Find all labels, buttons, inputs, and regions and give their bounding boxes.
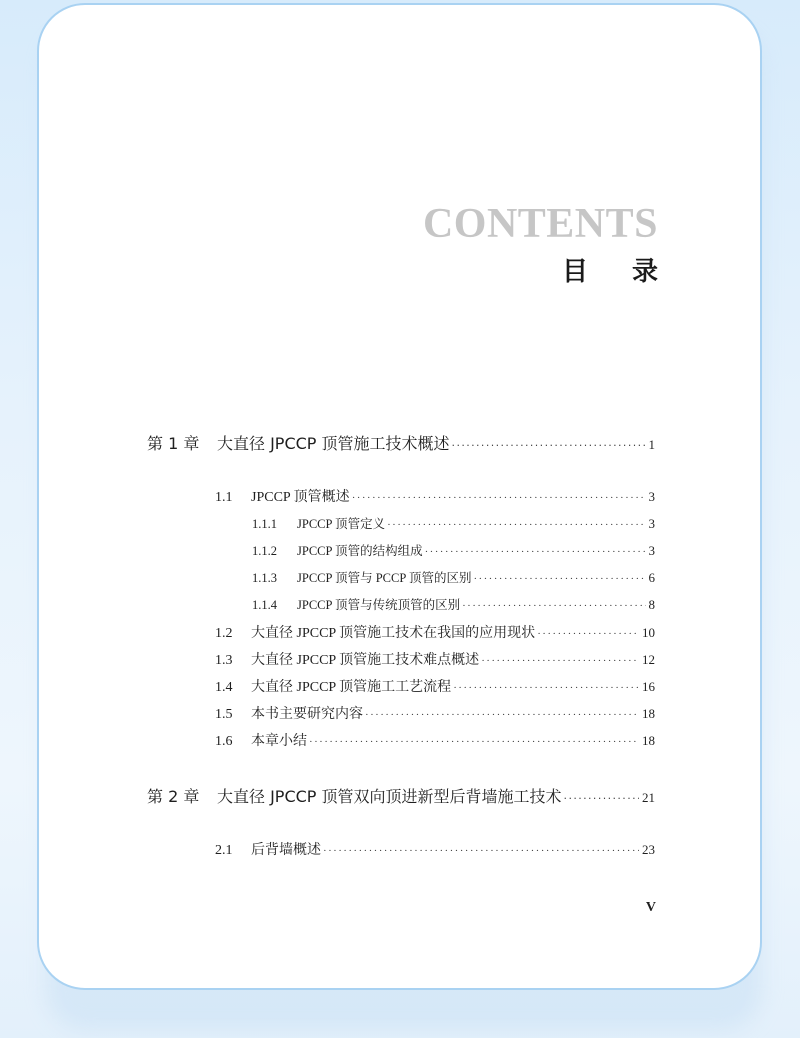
dot-leader bbox=[309, 737, 639, 748]
toc-entry-title: JPCCP 顶管与 PCCP 顶管的区别 bbox=[297, 571, 472, 585]
toc-entry-section-1-1-4[interactable] bbox=[252, 595, 655, 613]
toc-entry-title: 大直径 JPCCP 顶管施工技术难点概述 bbox=[251, 653, 480, 668]
toc-entry-title: JPCCP 顶管与传统顶管的区别 bbox=[297, 598, 461, 612]
dot-leader bbox=[452, 440, 646, 451]
toc-entry-number: 2.1 bbox=[215, 843, 233, 858]
toc-entry-title: 本章小结 bbox=[251, 734, 307, 749]
page-folio: V bbox=[645, 900, 656, 915]
toc-entry-title: 大直径 JPCCP 顶管双向顶进新型后背墙施工技术 bbox=[217, 787, 562, 806]
toc-entry-number: 1.4 bbox=[215, 680, 233, 695]
toc-entry-page: 3 bbox=[648, 543, 655, 558]
toc-entry-page: 3 bbox=[648, 516, 655, 531]
dot-leader bbox=[453, 683, 639, 694]
dot-leader bbox=[352, 493, 646, 504]
toc-entry-page: 3 bbox=[648, 489, 655, 504]
toc-entry-chapter-1[interactable] bbox=[147, 431, 655, 454]
toc-entry-page: 23 bbox=[642, 842, 655, 857]
toc-entry-page: 18 bbox=[642, 733, 655, 748]
toc-entry-section-1-1-2[interactable] bbox=[252, 541, 655, 559]
toc-entry-title: JPCCP 顶管定义 bbox=[297, 517, 386, 531]
toc-entry-section-1-5[interactable] bbox=[215, 703, 655, 723]
toc-entry-page: 12 bbox=[642, 652, 655, 667]
dot-leader bbox=[481, 656, 639, 667]
toc-entry-number: 1.2 bbox=[215, 626, 233, 641]
toc-entry-section-1-1-1[interactable] bbox=[252, 514, 655, 532]
dot-leader bbox=[387, 520, 645, 531]
toc-entry-section-1-2[interactable] bbox=[215, 622, 655, 642]
toc-entry-section-1-1[interactable] bbox=[215, 486, 655, 506]
toc-entry-section-1-4[interactable] bbox=[215, 676, 655, 696]
toc-entry-page: 8 bbox=[648, 597, 655, 612]
toc-page bbox=[37, 3, 762, 990]
toc-entry-title: JPCCP 顶管的结构组成 bbox=[297, 544, 423, 558]
toc-entry-title: 大直径 JPCCP 顶管施工技术在我国的应用现状 bbox=[251, 626, 536, 641]
mulu-heading: 目录 bbox=[561, 257, 702, 287]
dot-leader bbox=[473, 574, 645, 585]
toc-entry-page: 16 bbox=[642, 679, 655, 694]
dot-leader bbox=[425, 547, 646, 558]
toc-entry-title: 本书主要研究内容 bbox=[251, 707, 363, 722]
dot-leader bbox=[323, 846, 639, 857]
toc-entry-chapter-2[interactable] bbox=[147, 784, 655, 807]
toc-entry-page: 21 bbox=[642, 790, 655, 805]
toc-entry-number: 第 2 章 bbox=[147, 787, 200, 806]
toc-entry-number: 1.1.1 bbox=[252, 517, 277, 531]
toc-entry-page: 6 bbox=[648, 570, 655, 585]
contents-heading: CONTENTS bbox=[422, 201, 658, 247]
toc-entry-title: 后背墙概述 bbox=[251, 843, 321, 858]
dot-leader bbox=[564, 793, 639, 804]
toc-entry-page: 1 bbox=[648, 437, 655, 452]
dot-leader bbox=[365, 710, 639, 721]
toc-entry-number: 1.1 bbox=[215, 490, 233, 505]
toc-entry-section-2-1[interactable] bbox=[215, 839, 655, 859]
toc-entry-section-1-1-3[interactable] bbox=[252, 568, 655, 586]
dot-leader bbox=[462, 601, 645, 612]
toc-entry-number: 1.3 bbox=[215, 653, 233, 668]
toc-entry-number: 1.5 bbox=[215, 707, 233, 722]
toc-entry-number: 1.6 bbox=[215, 734, 233, 749]
toc-entry-number: 1.1.3 bbox=[252, 571, 277, 585]
toc-entry-page: 18 bbox=[642, 706, 655, 721]
toc-entry-title: 大直径 JPCCP 顶管施工技术概述 bbox=[217, 434, 450, 453]
toc-entry-page: 10 bbox=[642, 625, 655, 640]
toc-entry-section-1-6[interactable] bbox=[215, 730, 655, 750]
toc-entry-number: 1.1.2 bbox=[252, 544, 277, 558]
toc-entry-number: 1.1.4 bbox=[252, 598, 277, 612]
toc-entry-section-1-3[interactable] bbox=[215, 649, 655, 669]
toc-entry-number: 第 1 章 bbox=[147, 434, 200, 453]
toc-entry-title: 大直径 JPCCP 顶管施工工艺流程 bbox=[251, 680, 452, 695]
toc-entry-title: JPCCP 顶管概述 bbox=[251, 490, 350, 505]
dot-leader bbox=[537, 629, 639, 640]
